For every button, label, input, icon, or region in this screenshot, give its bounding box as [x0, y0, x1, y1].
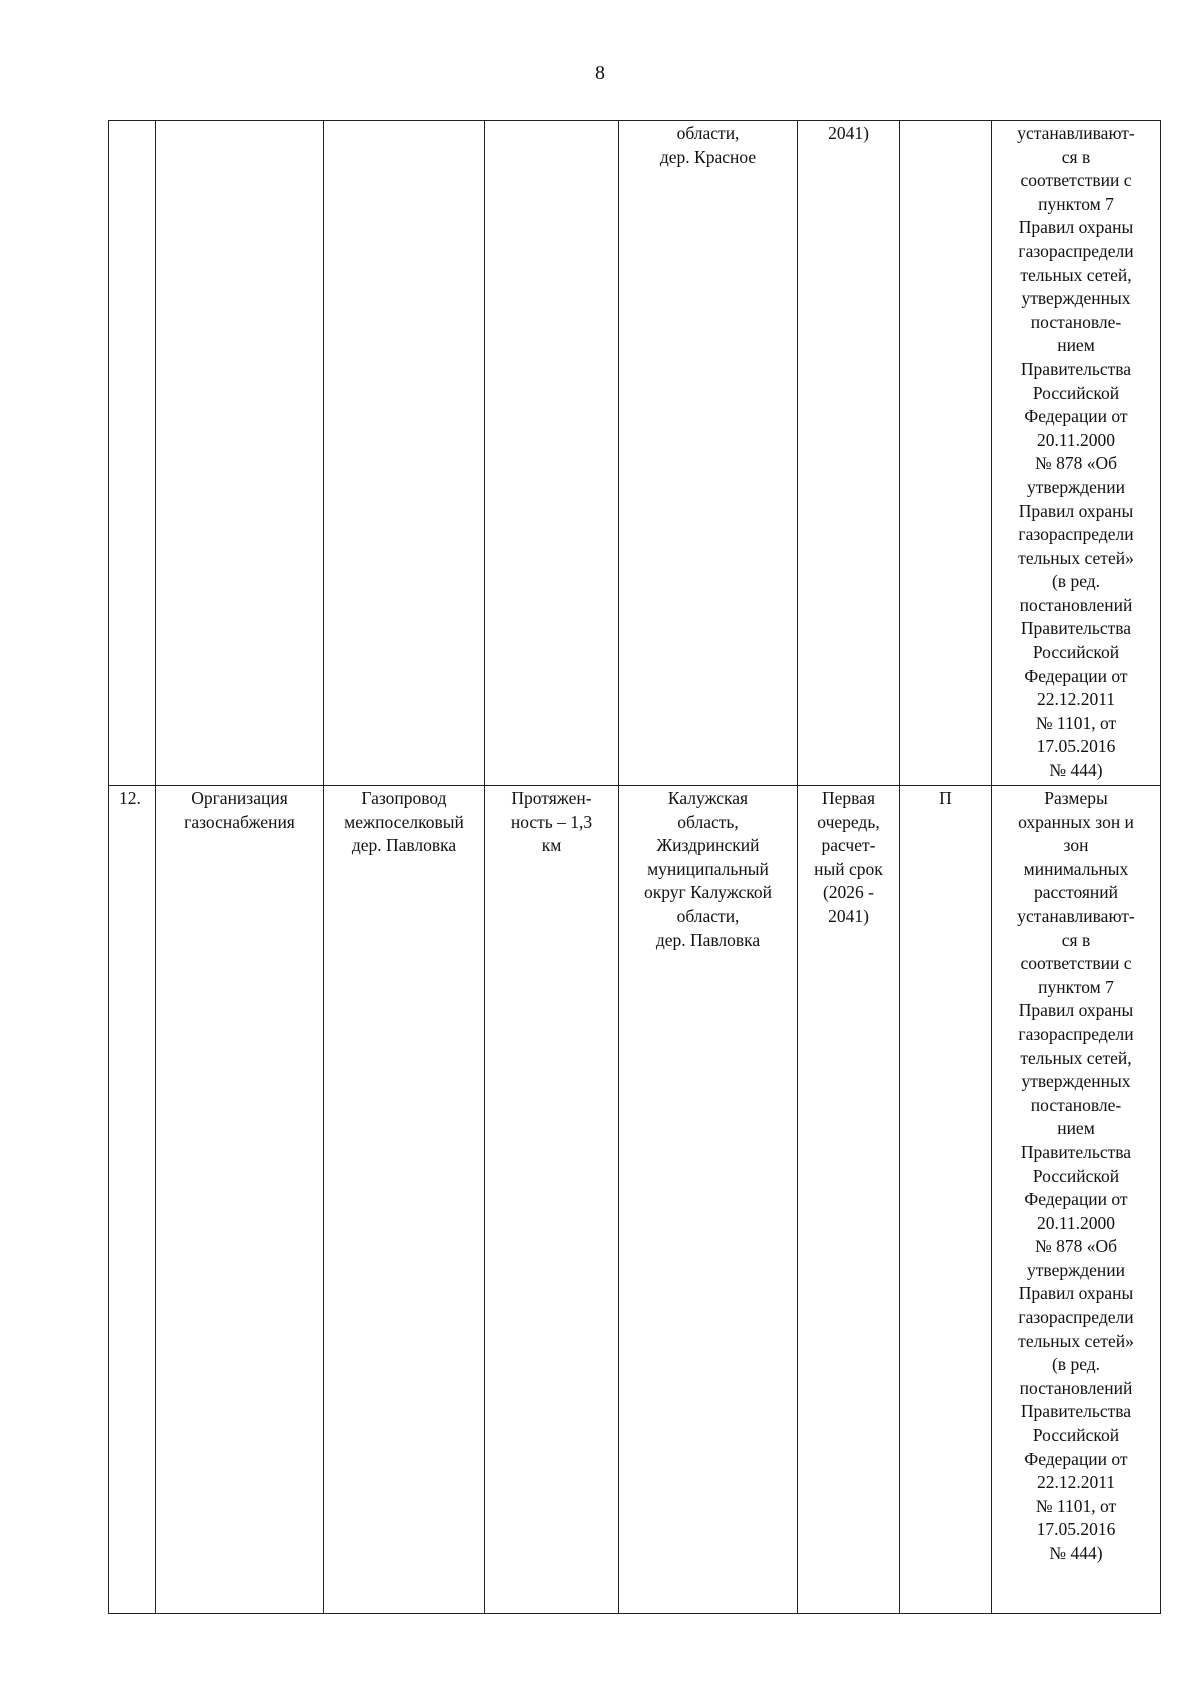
object-name-cell	[324, 121, 485, 786]
table-row	[109, 121, 1161, 786]
protection-zones-cell: устанавливают- ся в соответствии с пунктом 7 Правил охраны газораспредели тельных сетей, утвержденных постановле- нием Правительства Российской Федерации от 20.11.2000 № 878 «Об утверждении Правил охраны газораспредели тельных сетей» (в ред. постановлений Правительства Российской Федерации от 22.12.2011 № 1101, от 17.05.2016 № 444)	[992, 121, 1161, 786]
period-cell: Первая очередь, расчет- ный срок (2026 - 2041)	[798, 786, 900, 1614]
organization-cell: Организация газоснабжения	[156, 786, 324, 1614]
protection-zones-cell: Размеры охранных зон и зон минимальных расстояний устанавливают- ся в соответствии с пунктом 7 Правил охраны газораспредели тельных сетей, утвержденных постановле- нием Правительства Российской Федерации от 20.11.2000 № 878 «Об утверждении Правил охраны газораспредели тельных сетей» (в ред. постановлений Правительства Российской Федерации от 22.12.2011 № 1101, от 17.05.2016 № 444)	[992, 786, 1161, 1614]
location-cell: области, дер. Красное	[619, 121, 798, 786]
object-name-cell: Газопровод межпоселковый дер. Павловка	[324, 786, 485, 1614]
organization-cell	[156, 121, 324, 786]
row-number-cell: 12.	[109, 786, 156, 1614]
length-cell	[485, 121, 619, 786]
table-row	[109, 786, 1161, 1614]
status-cell: П	[900, 786, 992, 1614]
location-cell: Калужская область, Жиздринский муниципальный округ Калужской области, дер. Павловка	[619, 786, 798, 1614]
status-cell	[900, 121, 992, 786]
row-number-cell	[109, 121, 156, 786]
period-cell: 2041)	[798, 121, 900, 786]
page-number: 8	[595, 62, 605, 84]
length-cell: Протяжен- ность – 1,3 км	[485, 786, 619, 1614]
document-table	[108, 120, 1161, 1614]
